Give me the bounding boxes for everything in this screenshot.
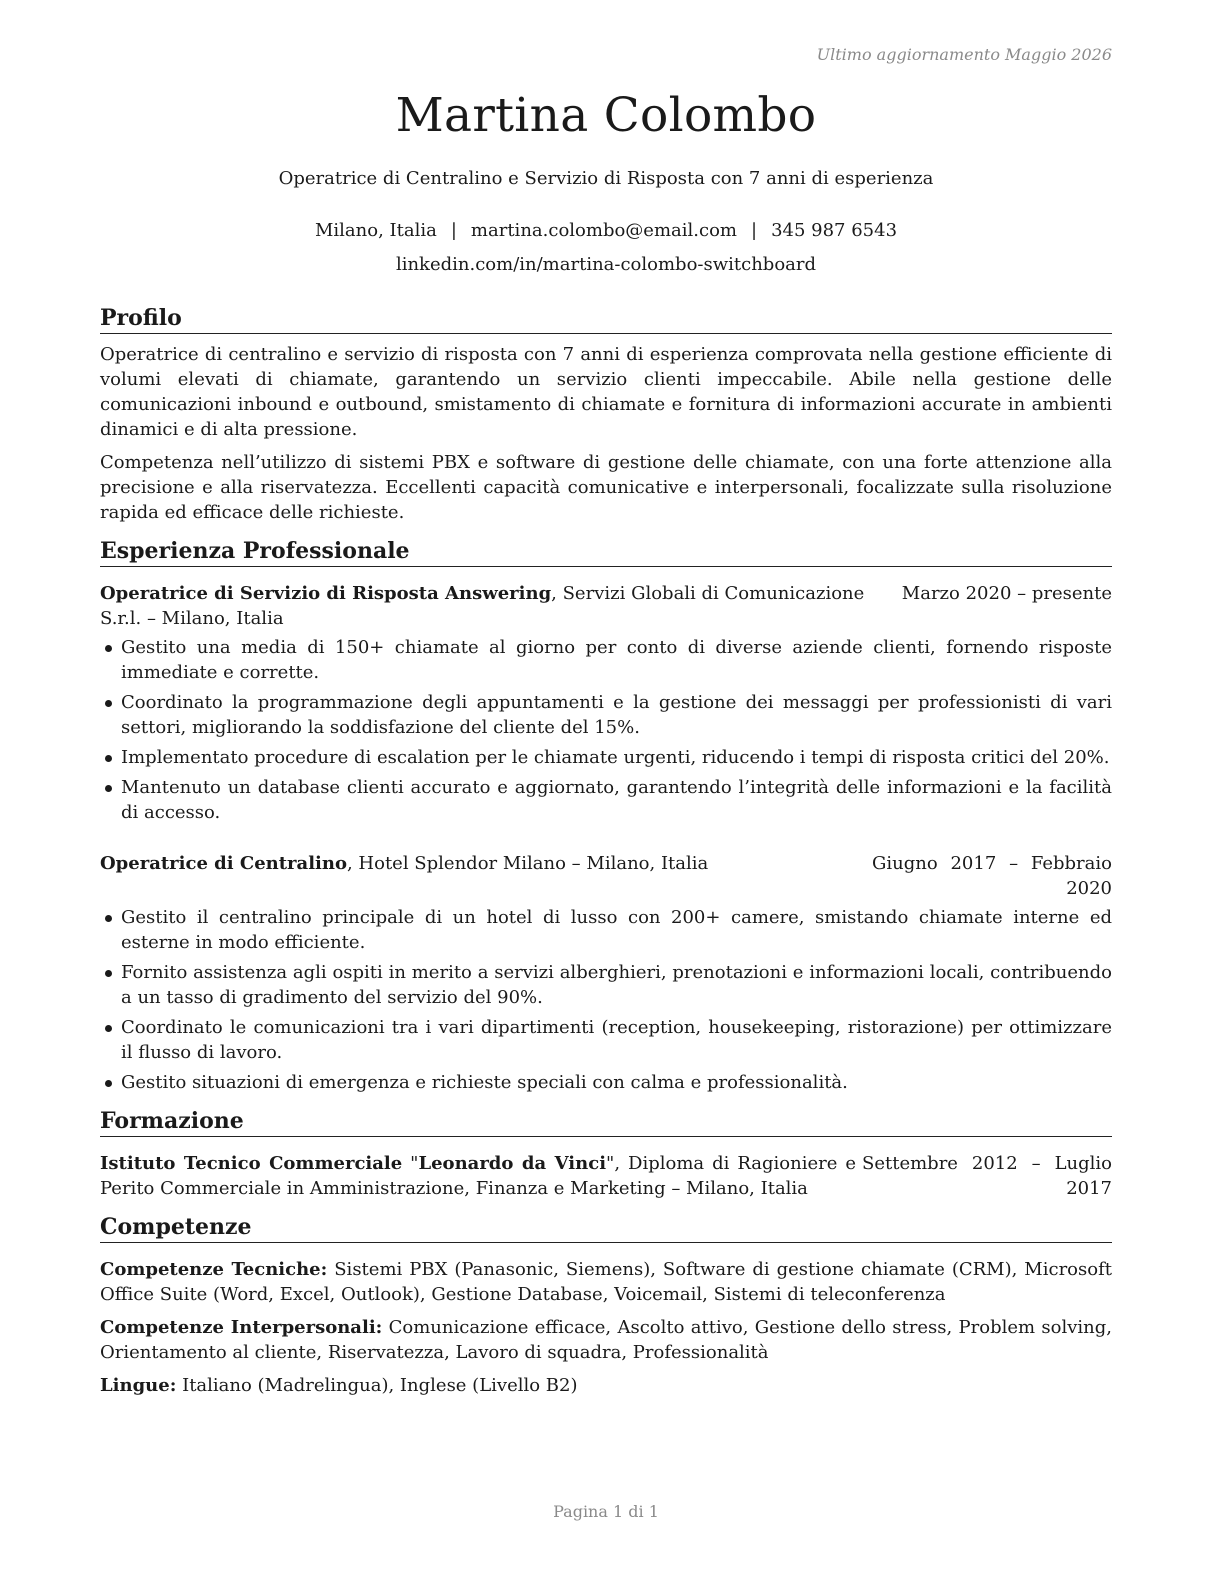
job-title-line (100, 581, 902, 631)
list-item: Fornito assistenza agli ospiti in merito a servizi alberghieri, prenotazioni e informazioni locali, contribuendo a un tasso di gradimento del servizio del 90%. (100, 960, 1112, 1010)
school-name: Leonardo da Vinci (418, 1153, 607, 1174)
skill-line (100, 1315, 1112, 1365)
location: Milano, Italia (314, 220, 437, 241)
resume-content (100, 304, 1112, 1398)
skill-label: Competenze Tecniche: (100, 1259, 328, 1280)
skill-line (100, 1257, 1112, 1307)
education-section (100, 1107, 1112, 1201)
job-company: , Servizi Globali di Comunicazione S.r.l. – Milano, Italia (100, 583, 865, 629)
section-title-profile: Profilo (100, 304, 1112, 334)
profile-paragraph: Operatrice di centralino e servizio di risposta con 7 anni di esperienza comprovata nella gestione efficiente di volumi elevati di chiamate, garantendo un servizio clienti impeccabile. Abile nella gestione delle comunicazioni inbound e outbound, smistamento di chiamate e fornitura di informazioni accurate in ambienti dinamici e di alta pressione. (100, 344, 1112, 440)
list-item: Gestito una media di 150+ chiamate al giorno per conto di diverse aziende clienti, fornendo risposte immediate e corrette. (100, 635, 1112, 685)
list-item: Coordinato la programmazione degli appuntamenti e la gestione dei messaggi per professionisti di vari settori, migliorando la soddisfazione del cliente del 15%. (100, 690, 1112, 740)
section-title-experience: Esperienza Professionale (100, 537, 1112, 567)
linkedin-link[interactable]: linkedin.com/in/martina-colombo-switchboard (395, 254, 817, 275)
job-role: Operatrice di Centralino (100, 853, 347, 874)
separator: | (750, 220, 758, 241)
list-item: Mantenuto un database clienti accurato e aggiornato, garantendo l’integrità delle informazioni e la facilità di accesso. (100, 775, 1112, 825)
quote-open: " (402, 1153, 419, 1174)
job-dates: Giugno 2017 – Febbraio 2020 (872, 853, 1112, 899)
education-entry (100, 1151, 1112, 1201)
last-updated: Ultimo aggiornamento Maggio 2026 (816, 45, 1112, 64)
contact-line (0, 220, 1212, 241)
job-bullets (100, 635, 1112, 825)
education-details: ", Diploma di Ragioniere e Perito Commerciale in Amministrazione, Finanza e Marketing – Milano, Italia (100, 1153, 857, 1199)
skill-text: Italiano (Madrelingua), Inglese (Livello B2) (176, 1375, 578, 1396)
list-item: Coordinato le comunicazioni tra i vari dipartimenti (reception, housekeeping, ristorazione) per ottimizzare il flusso di lavoro. (100, 1015, 1112, 1065)
education-description (100, 1151, 862, 1201)
email-link[interactable]: martina.colombo@email.com (470, 220, 737, 241)
section-title-education: Formazione (100, 1107, 1112, 1137)
education-dates: Settembre 2012 – Luglio 2017 (862, 1153, 1112, 1199)
list-item: Implementato procedure di escalation per le chiamate urgenti, riducendo i tempi di risposta critici del 20%. (100, 745, 1112, 770)
phone-number: 345 987 6543 (771, 220, 898, 241)
job-company: , Hotel Splendor Milano – Milano, Italia (346, 853, 709, 874)
job-role: Operatrice di Servizio di Risposta Answering (100, 583, 552, 604)
skill-label: Lingue: (100, 1375, 177, 1396)
job-header (100, 851, 1112, 901)
list-item: Gestito il centralino principale di un hotel di lusso con 200+ camere, smistando chiamate interne ed esterne in modo efficiente. (100, 905, 1112, 955)
job-header (100, 581, 1112, 631)
section-title-skills: Competenze (100, 1213, 1112, 1243)
job-bullets (100, 905, 1112, 1095)
profile-section (100, 304, 1112, 525)
skills-section (100, 1213, 1112, 1398)
skill-label: Competenze Interpersonali: (100, 1317, 383, 1338)
skill-text: Comunicazione efficace, Ascolto attivo, Gestione dello stress, Problem solving, Orientamento al cliente, Riservatezza, Lavoro di squadra, Professionalità (100, 1317, 1112, 1363)
list-item: Gestito situazioni di emergenza e richieste speciali con calma e professionalità. (100, 1070, 1112, 1095)
experience-section (100, 537, 1112, 1095)
profile-paragraph: Competenza nell’utilizzo di sistemi PBX e software di gestione delle chiamate, con una forte attenzione alla precisione e alla riservatezza. Eccellenti capacità comunicative e interpersonali, focalizzate sulla risoluzione rapida ed efficace delle richieste. (100, 452, 1112, 523)
job-dates: Marzo 2020 – presente (901, 583, 1112, 604)
skill-line (100, 1373, 1112, 1398)
skill-text: Sistemi PBX (Panasonic, Siemens), Software di gestione chiamate (CRM), Microsoft Office Suite (Word, Excel, Outlook), Gestione Database, Voicemail, Sistemi di teleconferenza (100, 1259, 1112, 1305)
job-title-line (100, 851, 872, 901)
candidate-name: Martina Colombo (395, 88, 817, 143)
tagline: Operatrice di Centralino e Servizio di Risposta con 7 anni di esperienza (278, 168, 934, 189)
page-number: Pagina 1 di 1 (553, 1502, 659, 1521)
separator: | (450, 220, 457, 241)
school-prefix: Istituto Tecnico Commerciale (100, 1153, 403, 1174)
